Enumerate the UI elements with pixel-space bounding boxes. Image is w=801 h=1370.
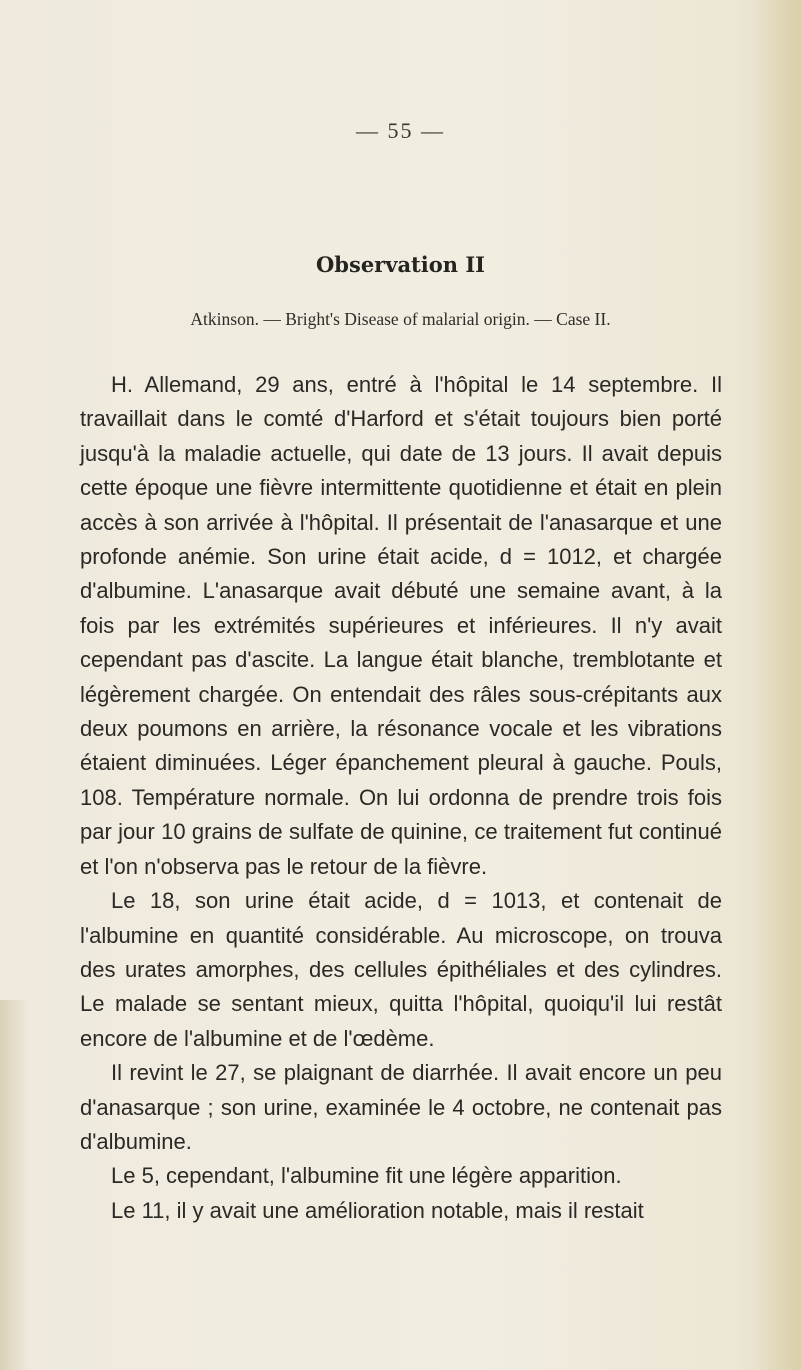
observation-title: Observation II xyxy=(316,252,485,277)
page-number: — 55 — xyxy=(356,118,445,143)
paragraph: Le 11, il y avait une amélioration notable, mais il restait xyxy=(111,1197,644,1223)
body-text xyxy=(80,368,722,1228)
paragraph: H. Allemand, 29 ans, entré à l'hôpital le 14 septembre. Il travaillait dans le comté d'Harford et s'était toujours bien porté jusqu'à la maladie actuelle, qui date de 13 jours. Il avait depuis cette époque une fièvre intermittente quotidienne et était en plein accès à son arrivée à l'hôpital. Il présentait de l'anasarque et une profonde anémie. Son urine était acide, d = 1012, et chargée d'albumine. L'anasarque avait débuté une semaine avant, à la fois par les extrémités supérieures et inférieures. Il n'y avait cependant pas d'ascite. La langue était blanche, tremblotante et légèrement chargée. On entendait des râles sous-crépitants aux deux poumons en arrière, la résonance vocale et les vibrations étaient diminuées. Léger épanchement pleural à gauche. Pouls, 108. Température normale. On lui ordonna de prendre trois fois par jour 10 grains de sulfate de quinine, ce traitement fut continué et l'on n'observa pas le retour de la fièvre. xyxy=(80,372,722,879)
reference-line: Atkinson. — Bright's Disease of malarial origin. — Case II. xyxy=(190,309,611,329)
paragraph: Le 18, son urine était acide, d = 1013, et contenait de l'albumine en quantité considérable. Au microscope, on trouva des urates amorphes, des cellules épithéliales et des cylindres. Le malade se sentant mieux, quitta l'hôpital, quoiqu'il lui restât encore de l'albumine et de l'œdème. xyxy=(80,888,722,1051)
paper-edge-shading xyxy=(757,0,801,1370)
paragraph: Il revint le 27, se plaignant de diarrhée. Il avait encore un peu d'anasarque ; son urine, examinée le 4 octobre, ne contenait pas d'albumine. xyxy=(80,1060,722,1154)
paper-stain xyxy=(0,1000,30,1370)
paragraph: Le 5, cependant, l'albumine fit une légère apparition. xyxy=(111,1163,622,1189)
